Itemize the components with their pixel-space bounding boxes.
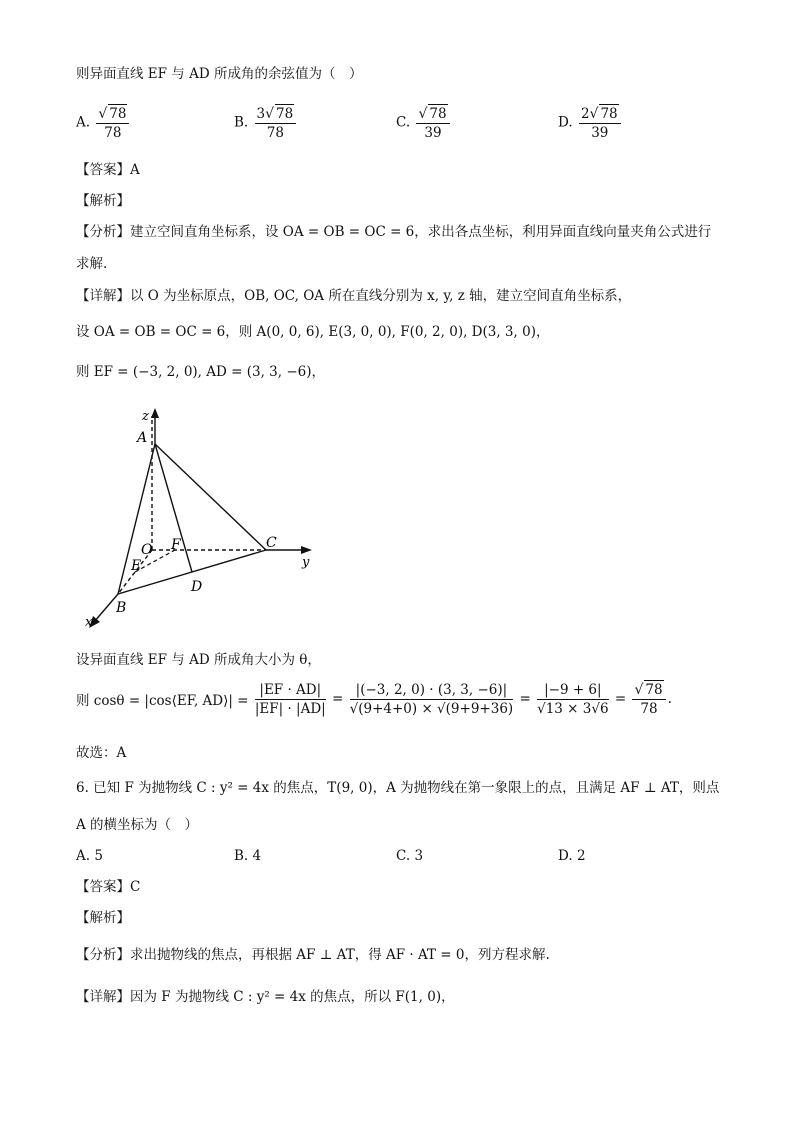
label-o: O xyxy=(141,542,153,558)
cos-fraction-1-num: |EF · AD| xyxy=(255,681,326,700)
label-d: D xyxy=(191,579,203,595)
equals-sign: = xyxy=(614,691,627,707)
q5-option-a xyxy=(76,104,131,142)
z-arrow-icon xyxy=(151,408,159,418)
option-fraction xyxy=(96,104,129,142)
q6-option-c xyxy=(396,848,423,864)
cos-fraction-2-num: |(−3, 2, 0) · (3, 3, −6)| xyxy=(350,681,514,700)
q5-fenxi-line-2: 求解. xyxy=(76,256,108,272)
option-letter: A. xyxy=(76,114,91,131)
xiangjie-label: 【详解】 xyxy=(76,288,130,304)
y-arrow-icon xyxy=(301,546,312,554)
q5-vectors-line: 则 EF = (−3, 2, 0), AD = (3, 3, −6)， xyxy=(76,364,326,380)
option-letter: C. xyxy=(396,114,411,131)
q6-fenxi-line xyxy=(76,945,550,965)
label-a: A xyxy=(137,430,148,446)
option-coef: 3 xyxy=(256,106,266,122)
q6-stem-line-1: 6. 已知 F 为抛物线 C : y² = 4x 的焦点，T(9, 0)，A 为抛物线在第一象限上的点，且满足 AF ⊥ AT，则点 xyxy=(76,780,720,796)
option-fraction xyxy=(416,104,449,142)
q6-option-d xyxy=(558,848,586,864)
label-z: z xyxy=(142,409,149,424)
x-axis xyxy=(94,594,118,622)
q5-option-d xyxy=(558,104,623,142)
cos-result-den: 78 xyxy=(640,701,658,717)
q6-option-b xyxy=(234,848,261,864)
cos-fraction-3-den: √13 × 3√6 xyxy=(537,700,609,717)
cos-result xyxy=(632,680,665,718)
option-fraction xyxy=(255,104,297,142)
q6-option-a xyxy=(76,848,103,864)
option-letter: C. xyxy=(396,848,411,864)
option-letter: D. xyxy=(558,114,573,131)
fenxi-label: 【分析】 xyxy=(76,947,130,963)
equals-sign: = xyxy=(519,691,531,707)
q5-cos-formula xyxy=(76,680,672,718)
option-radicand: 78 xyxy=(276,106,294,122)
answer-label: 【答案】 xyxy=(76,879,130,895)
xiangjie-label: 【详解】 xyxy=(76,989,130,1005)
cos-fraction-1-den: |EF| · |AD| xyxy=(254,700,326,717)
sqrt-icon: √ xyxy=(265,106,275,122)
option-radicand: 78 xyxy=(600,106,618,122)
option-value: 4 xyxy=(252,848,262,864)
label-e: E xyxy=(131,558,142,574)
option-denominator: 39 xyxy=(591,125,609,141)
q5-analysis-label: 【解析】 xyxy=(76,193,130,209)
cos-fraction-3 xyxy=(537,681,608,718)
q5-option-c xyxy=(396,104,452,142)
q5-angle-line: 设异面直线 EF 与 AD 所成角大小为 θ， xyxy=(76,652,321,668)
label-b: B xyxy=(116,600,127,616)
q5-answer xyxy=(76,160,140,180)
cos-result-radicand: 78 xyxy=(645,682,663,698)
label-x: x xyxy=(85,615,93,630)
fenxi-text: 建立空间直角坐标系，设 OA = OB = OC = 6，求出各点坐标，利用异面直线向量夹角公式进行 xyxy=(130,224,712,240)
xiangjie-text: 以 O 为坐标原点，OB, OC, OA 所在直线分别为 x, y, z 轴，建立空间直角坐标系， xyxy=(130,288,632,304)
sqrt-icon: √ xyxy=(634,682,644,698)
q6-xiangjie-line xyxy=(76,987,455,1007)
fenxi-label: 【分析】 xyxy=(76,224,130,240)
period: . xyxy=(667,691,672,707)
cos-fraction-2-den: √(9+4+0) × √(9+9+36) xyxy=(349,700,514,717)
cos-prefix: 则 cosθ = |cos⟨EF, AD⟩| = xyxy=(76,693,249,709)
xiangjie-text: 因为 F 为抛物线 C : y² = 4x 的焦点，所以 F(1, 0)， xyxy=(130,989,455,1005)
option-radicand: 78 xyxy=(429,106,447,122)
cos-fraction-2 xyxy=(350,681,514,718)
cos-fraction-1 xyxy=(255,681,326,718)
q6-stem-line-2: A 的横坐标为（ ） xyxy=(76,817,199,833)
option-denominator: 78 xyxy=(266,125,284,141)
answer-value: C xyxy=(130,879,141,895)
q6-analysis-label: 【解析】 xyxy=(76,910,130,926)
option-coef: 2 xyxy=(580,106,590,122)
label-f: F xyxy=(171,537,181,553)
sqrt-icon: √ xyxy=(98,106,108,122)
tetrahedron-figure xyxy=(80,404,320,632)
option-letter: B. xyxy=(234,848,249,864)
edge-ac xyxy=(155,444,266,550)
option-value: 5 xyxy=(94,848,103,864)
option-denominator: 39 xyxy=(424,125,442,141)
q5-option-b xyxy=(234,104,298,142)
option-value: 3 xyxy=(414,848,424,864)
q5-xiangjie-line xyxy=(76,286,631,306)
answer-value: A xyxy=(130,162,140,178)
label-y: y xyxy=(302,555,310,570)
option-letter: A. xyxy=(76,848,91,864)
q6-answer xyxy=(76,877,140,897)
option-value: 2 xyxy=(576,848,586,864)
option-radicand: 78 xyxy=(109,106,127,122)
label-c: C xyxy=(266,535,277,551)
option-letter: D. xyxy=(558,848,573,864)
q5-choose-line: 故选：A xyxy=(76,745,127,761)
cos-fraction-3-num: |−9 + 6| xyxy=(537,681,608,700)
sqrt-icon: √ xyxy=(418,106,428,122)
q5-fenxi-line-1 xyxy=(76,222,711,242)
fenxi-text: 求出抛物线的焦点，再根据 AF ⊥ AT，得 AF · AT = 0，列方程求解. xyxy=(130,947,550,963)
option-denominator: 78 xyxy=(104,125,122,141)
option-letter: B. xyxy=(234,114,249,131)
sqrt-icon: √ xyxy=(589,106,599,122)
answer-label: 【答案】 xyxy=(76,162,130,178)
q5-question-line: 则异面直线 EF 与 AD 所成角的余弦值为（ ） xyxy=(76,66,363,82)
option-fraction xyxy=(579,104,621,142)
q5-coords-line: 设 OA = OB = OC = 6，则 A(0, 0, 6), E(3, 0, 0), F(0, 2, 0), D(3, 3, 0)， xyxy=(76,324,550,340)
equals-sign: = xyxy=(332,691,344,707)
